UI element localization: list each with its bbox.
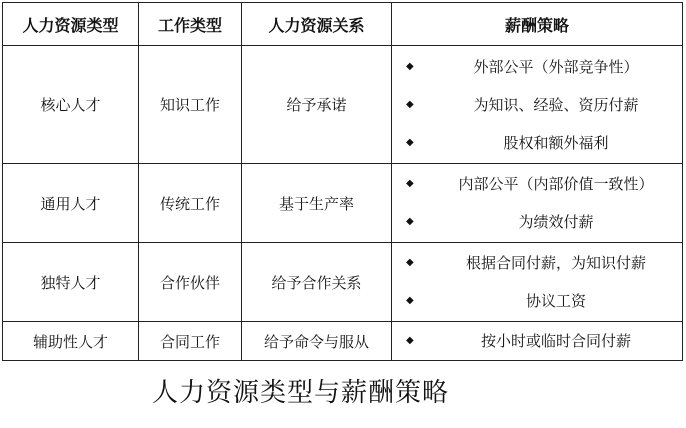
strategy-text: 股权和额外福利 (503, 133, 609, 152)
strategy-text: 外部公平（外部竞争性） (473, 57, 639, 76)
table-row (3, 164, 683, 243)
header-hr-relation: 人力资源关系 (242, 3, 392, 46)
cell-hr-relation: 给予承诺 (242, 46, 392, 164)
cell-work-type: 合作伙伴 (139, 243, 242, 322)
diamond-bullet-icon: ◆ (406, 60, 414, 72)
diamond-bullet-icon: ◆ (406, 257, 414, 268)
diamond-bullet-icon: ◆ (406, 136, 414, 148)
strategy-item (400, 203, 682, 241)
cell-hr-relation: 基于生产率 (242, 164, 392, 243)
cell-hr-type: 核心人才 (3, 46, 139, 164)
strategy-text: 为知识、经验、资历付薪 (473, 95, 639, 114)
header-hr-type: 人力资源类型 (3, 3, 139, 46)
diamond-bullet-icon: ◆ (406, 335, 414, 346)
diamond-bullet-icon: ◆ (406, 216, 414, 227)
strategy-text: 内部公平（内部价值一致性） (458, 175, 654, 193)
strategy-list (400, 48, 682, 162)
cell-hr-relation: 给予合作关系 (242, 243, 392, 322)
cell-work-type: 合同工作 (139, 322, 242, 361)
table-caption: 人力资源类型与薪酬策略 (152, 378, 450, 408)
cell-compensation-strategy (392, 46, 683, 164)
cell-hr-type: 辅助性人才 (3, 322, 139, 361)
cell-work-type: 传统工作 (139, 164, 242, 243)
cell-hr-relation: 给予命令与服从 (242, 322, 392, 361)
table-row (3, 243, 683, 322)
cell-hr-type: 独特人才 (3, 243, 139, 322)
strategy-item (400, 124, 682, 162)
table-row (3, 46, 683, 164)
strategy-item (400, 282, 682, 320)
table-row (3, 322, 683, 361)
header-compensation-strategy: 薪酬策略 (392, 3, 683, 46)
strategy-text: 为绩效付薪 (518, 213, 594, 231)
hr-compensation-table (2, 2, 683, 361)
strategy-item (400, 48, 682, 86)
strategy-item (400, 86, 682, 124)
strategy-item (400, 244, 682, 282)
diamond-bullet-icon: ◆ (406, 98, 414, 110)
cell-hr-type: 通用人才 (3, 164, 139, 243)
diamond-bullet-icon: ◆ (406, 295, 414, 306)
table-header-row (3, 3, 683, 46)
cell-compensation-strategy (392, 164, 683, 243)
diamond-bullet-icon: ◆ (406, 178, 414, 189)
strategy-list (400, 165, 682, 241)
cell-compensation-strategy (392, 322, 683, 361)
strategy-text: 按小时或临时合同付薪 (480, 332, 631, 350)
header-work-type: 工作类型 (139, 3, 242, 46)
strategy-item (400, 165, 682, 203)
cell-compensation-strategy (392, 243, 683, 322)
cell-work-type: 知识工作 (139, 46, 242, 164)
strategy-list (400, 244, 682, 320)
strategy-text: 根据合同付薪，为知识付薪 (465, 254, 646, 272)
strategy-item (400, 322, 682, 360)
strategy-list (400, 322, 682, 360)
strategy-text: 协议工资 (525, 292, 586, 310)
